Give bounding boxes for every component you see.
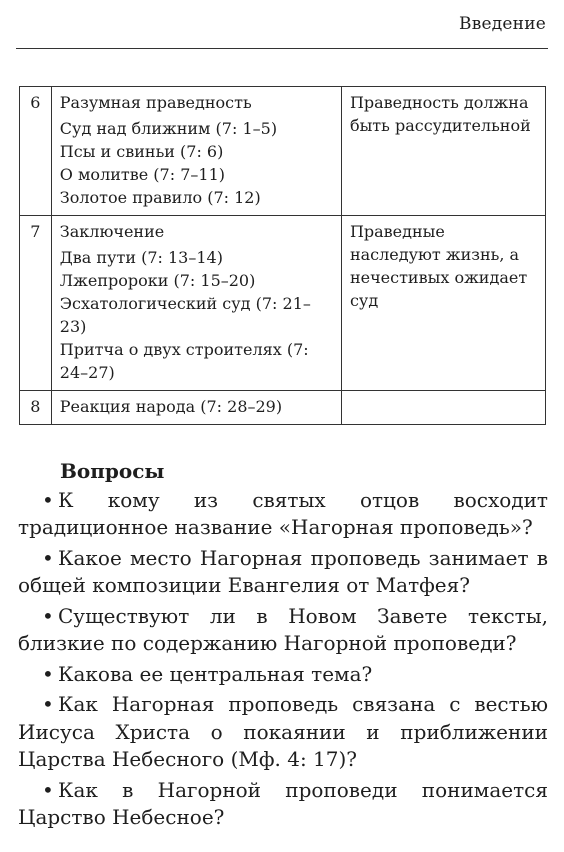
header-rule (16, 48, 548, 49)
list-item (18, 603, 548, 658)
subsection: О молитве (7: 7–11) (59, 165, 225, 184)
question-text: Как Нагорная проповедь связана с вестью Иисуса Христа о покаянии и приближении Царства Небесного (Мф. 4: 17)? (18, 692, 548, 771)
subsection: Лжепророки (7: 15–20) (59, 271, 256, 290)
sermon-outline-table (19, 86, 546, 425)
questions-heading: Вопросы (60, 459, 165, 483)
summary-cell: Праведные наследуют жизнь, а нечестивых ожидает суд (341, 216, 545, 391)
questions-section (18, 458, 548, 835)
list-item (18, 777, 548, 832)
question-text: К кому из святых отцов восходит традиционное название «Нагорная проповедь»? (18, 487, 548, 539)
section-cell (51, 391, 341, 425)
section-cell (51, 87, 341, 216)
question-text: Как в Нагорной проповеди понимается Царство Небесное? (18, 777, 548, 829)
section-title: Реакция народа (7: 28–29) (59, 397, 283, 416)
subsection: Два пути (7: 13–14) (59, 248, 223, 267)
table-row (20, 87, 546, 216)
row-number: 6 (20, 87, 52, 216)
subsection: Притча о двух строителях (7: 24–27) (59, 340, 309, 382)
bullet-icon: • (42, 692, 54, 716)
table-row (20, 216, 546, 391)
bullet-icon: • (42, 545, 54, 570)
question-text: Какова ее центральная тема? (58, 661, 373, 686)
list-item (18, 691, 548, 774)
question-text: Какое место Нагорная проповедь занимает в общей композиции Евангелия от Матфея? (18, 545, 548, 597)
running-head: Введение (459, 14, 546, 34)
section-title: Разумная праведность (59, 93, 252, 112)
list-item (18, 545, 548, 600)
subsection: Золотое правило (7: 12) (59, 188, 261, 207)
bullet-icon: • (42, 777, 54, 802)
summary-cell: Праведность должна быть рассудительной (341, 87, 545, 216)
row-number: 8 (20, 391, 52, 425)
section-title: Заключение (59, 222, 165, 241)
list-item (18, 487, 548, 542)
table-row (20, 391, 546, 425)
bullet-icon: • (42, 487, 54, 512)
subsection: Эсхатологический суд (7: 21–23) (59, 294, 311, 336)
summary-cell (341, 391, 545, 425)
bullet-icon: • (42, 603, 54, 628)
question-text: Существуют ли в Новом Завете тексты, близкие по содержанию Нагорной проповеди? (18, 603, 548, 655)
bullet-icon: • (42, 661, 54, 686)
row-number: 7 (20, 216, 52, 391)
subsection: Псы и свиньи (7: 6) (59, 142, 224, 161)
list-item (18, 661, 548, 689)
subsection: Суд над ближним (7: 1–5) (59, 119, 278, 138)
section-cell (51, 216, 341, 391)
